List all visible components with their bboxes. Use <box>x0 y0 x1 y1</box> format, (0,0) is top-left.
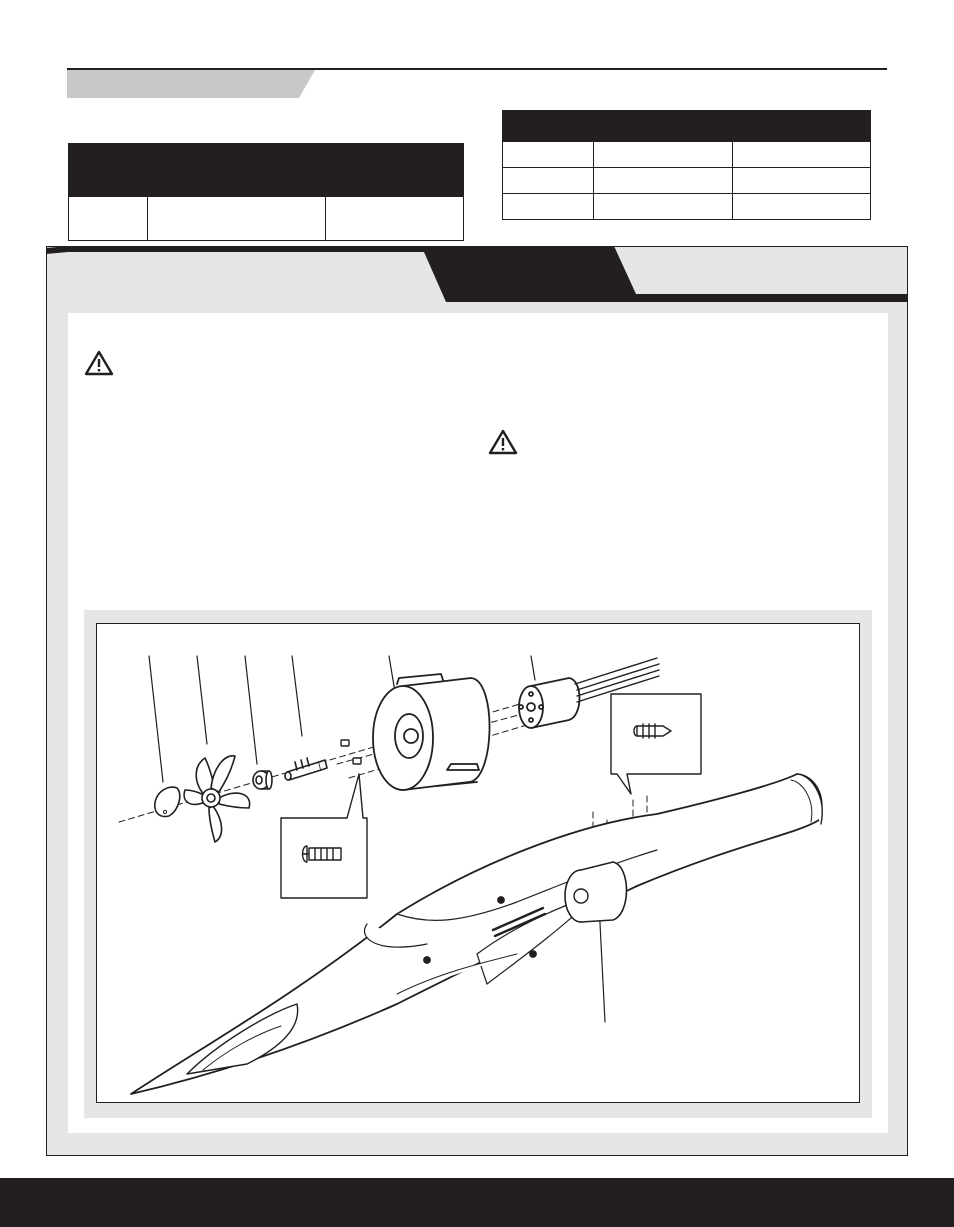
panel-header <box>46 244 908 304</box>
washer <box>253 771 272 789</box>
page-footer <box>0 1178 954 1227</box>
motor-shaft-adapter <box>285 758 327 780</box>
fan-rotor <box>184 756 250 842</box>
table-left-header <box>69 144 464 197</box>
table-left-cell <box>69 197 148 241</box>
table-left-cell <box>148 197 326 241</box>
fan-housing <box>373 674 490 790</box>
spec-table-right <box>502 110 871 220</box>
section-tab <box>67 70 315 98</box>
table-right-cell <box>733 142 871 168</box>
table-right-cell <box>503 168 594 194</box>
machine-screw-callout <box>281 774 367 898</box>
table-right-cell <box>594 194 733 220</box>
table-right-cell <box>733 194 871 220</box>
table-right-header <box>503 111 871 142</box>
warning-triangle-icon <box>488 429 518 455</box>
table-left-cell <box>326 197 464 241</box>
spec-table-left <box>68 143 464 241</box>
table-right-cell <box>594 142 733 168</box>
table-right-cell <box>733 168 871 194</box>
table-right-cell <box>503 142 594 168</box>
exploded-view-figure <box>96 623 860 1103</box>
spinner-cone <box>155 787 180 816</box>
warning-triangle-icon <box>84 350 114 376</box>
table-right-cell <box>594 168 733 194</box>
fuselage <box>131 774 822 1094</box>
self-tapping-screw-callout <box>611 694 701 794</box>
table-right-cell <box>503 194 594 220</box>
